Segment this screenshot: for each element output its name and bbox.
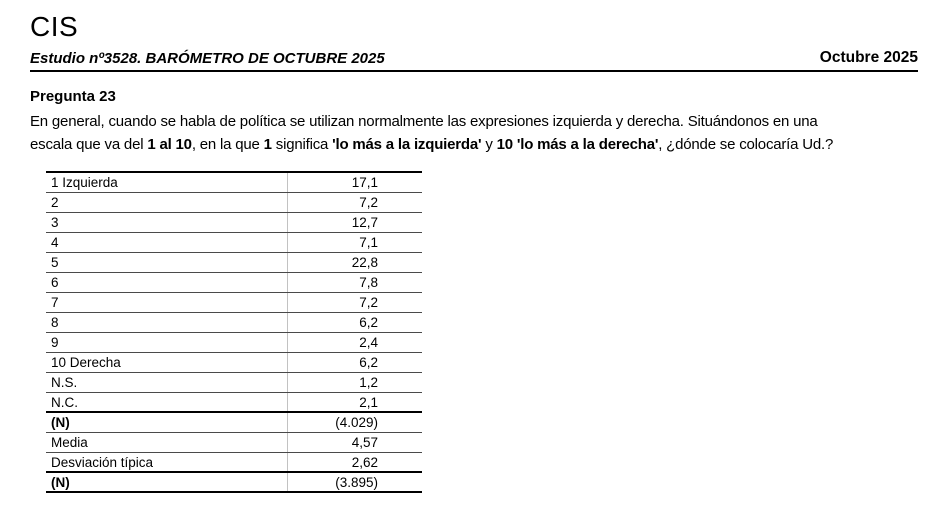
row-label: Media — [51, 435, 88, 450]
row-label: 6 — [51, 275, 59, 290]
row-label: 10 Derecha — [51, 355, 121, 370]
table-row — [46, 173, 422, 193]
table-row — [46, 273, 422, 293]
table-row — [46, 453, 422, 473]
row-value: 2,1 — [287, 393, 422, 411]
row-label: (N) — [51, 415, 70, 430]
question-number: Pregunta 23 — [30, 88, 116, 105]
question-text-line2 — [30, 133, 918, 156]
table-row — [46, 353, 422, 373]
row-value: 7,2 — [287, 193, 422, 212]
question-segment: significa — [271, 136, 333, 153]
question-segment-bold: 1 al 10 — [147, 136, 192, 153]
question-segment: , ¿dónde se colocaría Ud.? — [658, 136, 834, 153]
question-text-line1 — [30, 110, 918, 133]
row-value: 2,62 — [287, 453, 422, 471]
row-value: 12,7 — [287, 213, 422, 232]
row-value: 17,1 — [287, 173, 422, 192]
table-row — [46, 393, 422, 413]
question-line1-text: En general, cuando se habla de política se utilizan normalmente las expresiones izquierda y derecha. Situándonos en una — [30, 113, 818, 130]
row-label: 1 Izquierda — [51, 175, 118, 190]
row-value: 6,2 — [287, 313, 422, 332]
row-label: 3 — [51, 215, 59, 230]
row-value: 4,57 — [287, 433, 422, 452]
question-segment-bold: 10 'lo más a la derecha' — [496, 136, 659, 153]
row-label: 5 — [51, 255, 59, 270]
row-label: 8 — [51, 315, 59, 330]
question-segment: , en la que — [191, 136, 264, 153]
row-value: (3.895) — [287, 473, 422, 491]
row-value: (4.029) — [287, 413, 422, 432]
row-value: 7,2 — [287, 293, 422, 312]
question-text — [30, 110, 918, 156]
study-header — [30, 49, 918, 72]
table-row — [46, 193, 422, 213]
table-row — [46, 293, 422, 313]
row-label: 4 — [51, 235, 59, 250]
table-row — [46, 333, 422, 353]
table-row-n-total — [46, 473, 422, 493]
table-row — [46, 233, 422, 253]
study-date: Octubre 2025 — [819, 49, 918, 66]
row-value: 6,2 — [287, 353, 422, 372]
row-value: 7,1 — [287, 233, 422, 252]
table-row — [46, 253, 422, 273]
row-value: 1,2 — [287, 373, 422, 392]
row-label: 2 — [51, 195, 59, 210]
row-label: N.C. — [51, 394, 78, 410]
row-label: 9 — [51, 335, 59, 350]
row-label: Desviación típica — [51, 454, 154, 470]
table-row — [46, 213, 422, 233]
row-value: 2,4 — [287, 333, 422, 352]
row-label: 7 — [51, 295, 59, 310]
question-segment: y — [481, 136, 497, 153]
question-segment: escala que va del — [30, 136, 148, 153]
question-segment-bold: 'lo más a la izquierda' — [332, 136, 482, 153]
row-value: 22,8 — [287, 253, 422, 272]
study-title: Estudio nº3528. BARÓMETRO DE OCTUBRE 2025 — [30, 50, 385, 67]
table-row — [46, 433, 422, 453]
row-label: N.S. — [51, 375, 78, 390]
results-table — [46, 171, 422, 493]
question-segment-bold: 1 — [263, 136, 272, 153]
row-value: 7,8 — [287, 273, 422, 292]
row-label: (N) — [51, 474, 70, 490]
cis-logo: CIS — [30, 11, 79, 42]
table-row-n-total — [46, 413, 422, 433]
table-row — [46, 313, 422, 333]
table-row — [46, 373, 422, 393]
